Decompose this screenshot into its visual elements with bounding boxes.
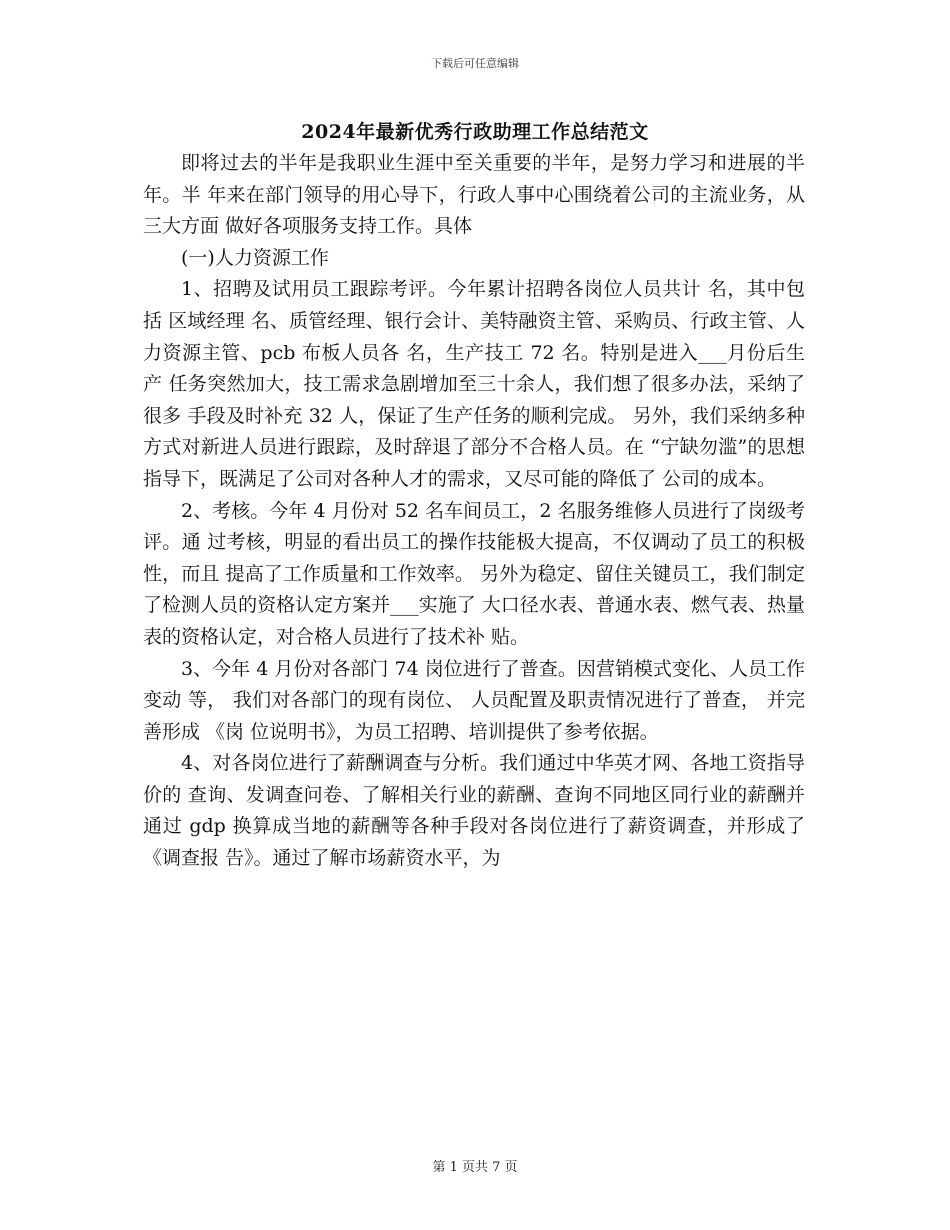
- document-body: [143, 148, 805, 875]
- document-title: 2024年最新优秀行政助理工作总结范文: [301, 121, 649, 143]
- page-number: 第 1 页共 7 页: [432, 1160, 518, 1175]
- section-heading-hr: (一)人力资源工作: [181, 246, 329, 269]
- paragraph-assessment: 2、考核。今年 4 月份对 52 名车间员工，2 名服务维修人员进行了岗级考评。通 过考核，明显的看出员工的操作技能极大提高，不仅调动了员工的积极性，而且 提高了工作质量和工作效率。 另外为稳定、留住关键员工，我们制定了检测人员的资格认定方案并___实施了 大口径水表、普通水表、燃气表、热量表的资格认定，对合格人员进行了技术补 贴。: [143, 499, 805, 648]
- paragraph-intro: 即将过去的半年是我职业生涯中至关重要的半年，是努力学习和进展的半年。半 年来在部门领导的用心导下，行政人事中心围绕着公司的主流业务，从三大方面 做好各项服务支持工作。具体: [143, 152, 805, 238]
- paragraph-recruitment: 1、招聘及试用员工跟踪考评。今年累计招聘各岗位人员共计 名，其中包括 区域经理 名、质管经理、银行会计、美特融资主管、采购员、行政主管、人 力资源主管、pcb 布板人员各 名，生产技工 72 名。特别是进入___月份后生产 任务突然加大，技工需求急剧增加至三十余人，我们想了很多办法，采纳了很多 手段及时补充 32 人，保证了生产任务的顺利完成。 另外，我们采纳多种方式对新进人员进行跟踪，及时辞退了部分不合格人员。在 “宁缺勿滥”的思想指导下，既满足了公司对各种人才的需求，又尽可能的降低了 公司的成本。: [143, 278, 805, 490]
- paragraph-salary-survey: 4、对各岗位进行了薪酬调查与分析。我们通过中华英才网、各地工资指导价的 查询、发调查问卷、了解相关行业的薪酬、查询不同地区同行业的薪酬并通过 gdp 换算成当地的薪酬等各种手段对各岗位进行了薪资调查，并形成了《调查报 告》。通过了解市场薪资水平，为: [143, 752, 805, 870]
- page-header-note: 下载后可任意编辑: [431, 57, 519, 70]
- paragraph-position-survey: 3、今年 4 月份对各部门 74 岗位进行了普查。因营销模式变化、人员工作变动 等， 我们对各部门的现有岗位、 人员配置及职责情况进行了普查， 并完善形成 《岗 位说明书》，为员工招聘、培训提供了参考依据。: [143, 657, 805, 743]
